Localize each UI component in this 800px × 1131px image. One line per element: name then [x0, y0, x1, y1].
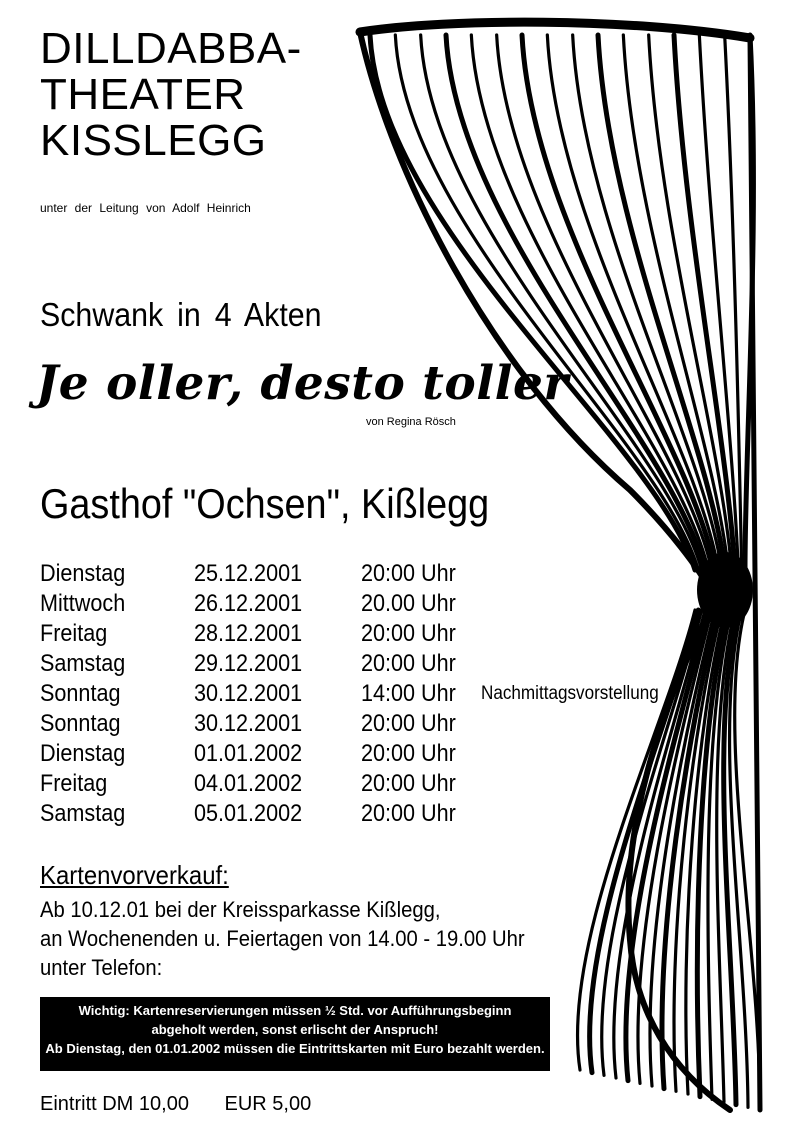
- schedule-time: 20:00 Uhr: [361, 620, 456, 647]
- price-dm: Eintritt DM 10,00: [40, 1093, 189, 1115]
- schedule-day: Mittwoch: [40, 590, 126, 617]
- price-eur: EUR 5,00: [224, 1093, 312, 1115]
- schedule-day: Dienstag: [40, 560, 126, 587]
- venue-name: Gasthof "Ochsen", Kißlegg: [40, 480, 490, 527]
- presale-line-3: unter Telefon:: [40, 955, 163, 980]
- schedule-date: 25.12.2001: [194, 560, 303, 587]
- admission-price: [40, 1093, 341, 1116]
- schedule-note: Nachmittagsvorstellung: [481, 683, 659, 704]
- schedule-time: 20:00 Uhr: [361, 770, 456, 797]
- schedule-date: 30.12.2001: [194, 680, 303, 707]
- schedule-day: Freitag: [40, 620, 108, 647]
- schedule-date: 30.12.2001: [194, 710, 303, 737]
- notice-line-3: Ab Dienstag, den 01.01.2002 müssen die Eintrittskarten mit Euro bezahlt werden.: [45, 1041, 545, 1056]
- schedule-time: 20:00 Uhr: [361, 710, 456, 737]
- presale-line-1: Ab 10.12.01 bei der Kreissparkasse Kißlegg,: [40, 897, 441, 922]
- play-author: von Regina Rösch: [366, 416, 456, 428]
- schedule-time: 20:00 Uhr: [361, 740, 456, 767]
- schedule-date: 29.12.2001: [194, 650, 303, 677]
- play-title: Je oller, desto toller: [36, 356, 569, 411]
- schedule-day: Dienstag: [40, 740, 126, 767]
- schedule-date: 01.01.2002: [194, 740, 303, 767]
- schedule-time: 14:00 Uhr: [361, 680, 456, 707]
- schedule-day: Sonntag: [40, 680, 121, 707]
- director-line: unter der Leitung von Adolf Heinrich: [40, 201, 251, 215]
- schedule-time: 20:00 Uhr: [361, 800, 456, 827]
- notice-line-2: abgeholt werden, sonst erlischt der Anspruch!: [151, 1022, 439, 1037]
- play-genre: Schwank in 4 Akten: [40, 296, 322, 333]
- schedule-date: 26.12.2001: [194, 590, 303, 617]
- troupe-name-line-1: DILLDABBA-: [40, 24, 302, 73]
- schedule-day: Samstag: [40, 800, 126, 827]
- schedule-date: 05.01.2002: [194, 800, 303, 827]
- schedule-day: Sonntag: [40, 710, 121, 737]
- schedule-time: 20.00 Uhr: [361, 590, 456, 617]
- schedule-time: 20:00 Uhr: [361, 650, 456, 677]
- important-notice-box: [40, 997, 550, 1071]
- schedule-day: Samstag: [40, 650, 126, 677]
- troupe-name: [40, 26, 302, 164]
- troupe-name-line-3: KISSLEGG: [40, 116, 267, 165]
- notice-line-1: Wichtig: Kartenreservierungen müssen ½ Std. vor Aufführungsbeginn: [78, 1003, 512, 1018]
- troupe-name-line-2: THEATER: [40, 70, 246, 119]
- schedule-time: 20:00 Uhr: [361, 560, 456, 587]
- presale-line-2: an Wochenenden u. Feiertagen von 14.00 - 19.00 Uhr: [40, 926, 525, 951]
- presale-heading: Kartenvorverkauf:: [40, 860, 229, 890]
- schedule-day: Freitag: [40, 770, 108, 797]
- schedule-date: 04.01.2002: [194, 770, 303, 797]
- schedule-date: 28.12.2001: [194, 620, 303, 647]
